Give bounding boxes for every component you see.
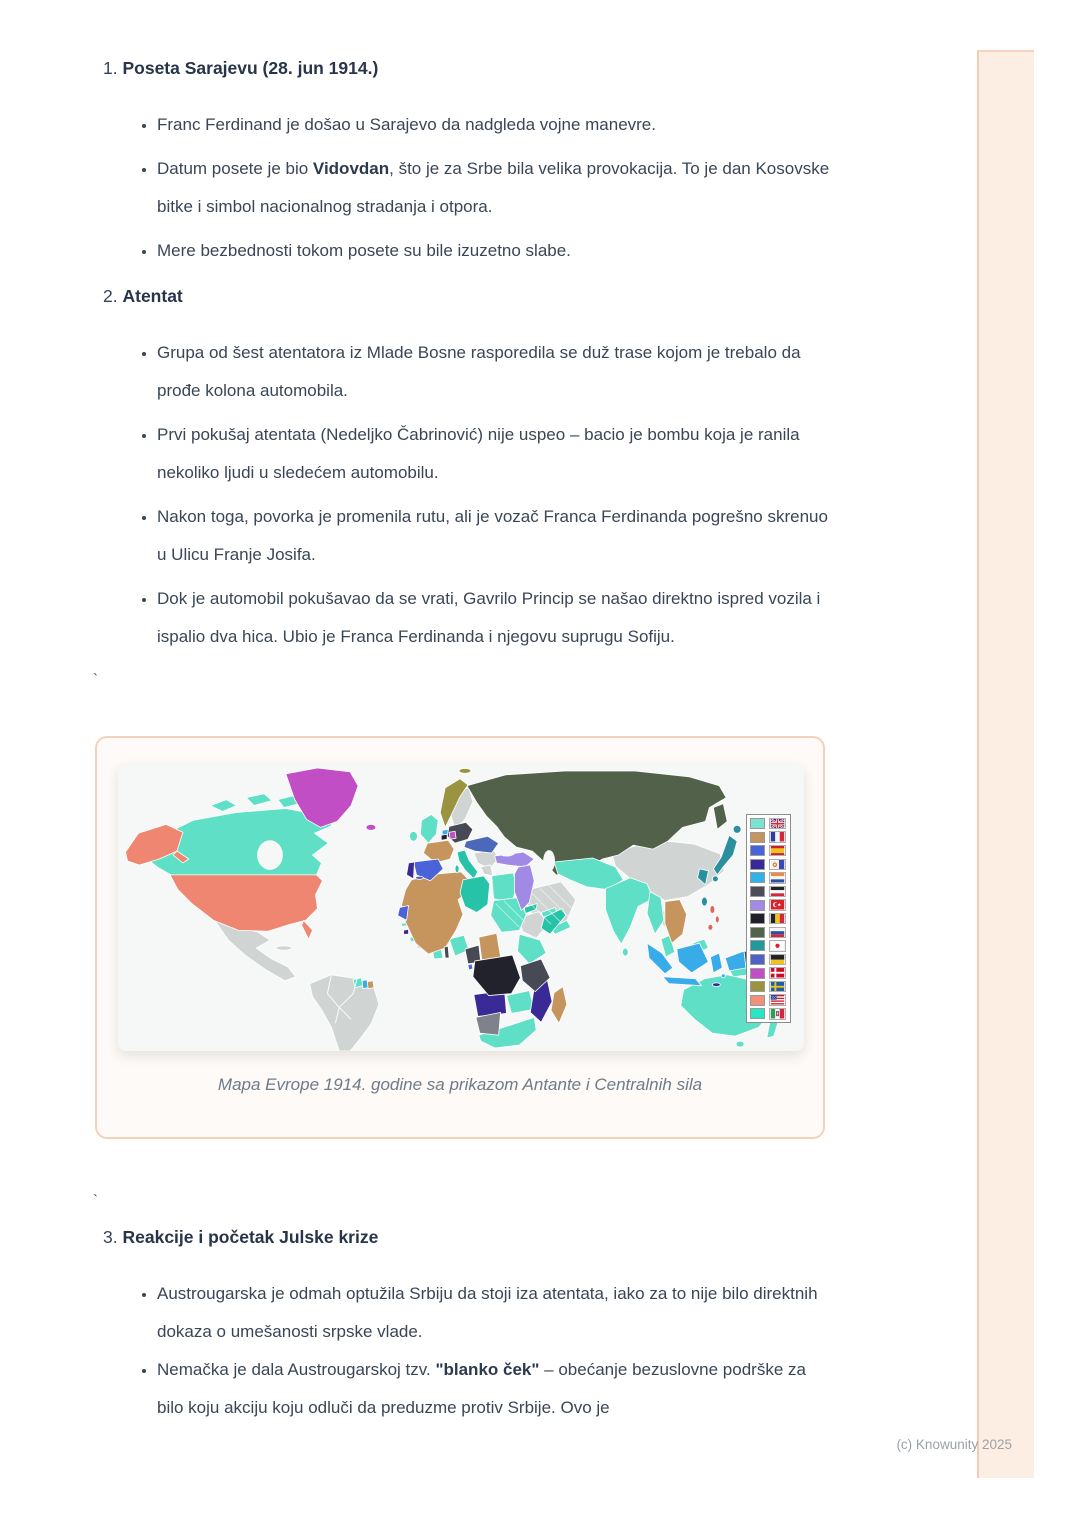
- legend-row: [750, 818, 787, 829]
- bullet-item: • Dok je automobil pokušavao da se vrati, Gavrilo Princip se našao direktno ispred vozila i ispalio dva hica. Ubio je Franca Ferdinanda i njegovu suprugu Sofiju.: [157, 580, 833, 656]
- bullet-item: • Mere bezbednosti tokom posete su bile izuzetno slabe.: [157, 232, 833, 270]
- bullet-item: • Franc Ferdinand je došao u Sarajevo da nadgleda vojne manevre.: [157, 106, 833, 144]
- legend-row: [750, 913, 787, 924]
- world-map-card: [118, 764, 804, 1051]
- legend-row: [750, 859, 787, 870]
- section-number: 3.: [103, 1227, 118, 1247]
- legend-row: [750, 900, 787, 911]
- legend-swatch: [750, 913, 765, 924]
- section-title: Poseta Sarajevu (28. jun 1914.): [122, 58, 379, 78]
- flag-portugal-icon: [769, 859, 786, 871]
- section-atentat: [103, 284, 843, 656]
- flag-united-kingdom-icon: [769, 818, 786, 830]
- bullet-list: [103, 334, 843, 656]
- legend-row: [750, 954, 787, 965]
- flag-italy-icon: [769, 1008, 786, 1020]
- legend-row: [750, 872, 787, 883]
- flag-germany-icon: [769, 886, 786, 898]
- legend-row: [750, 968, 787, 979]
- legend-swatch: [750, 886, 765, 897]
- regions-philippines: [708, 906, 719, 931]
- stray-backtick: `: [93, 1192, 98, 1209]
- map-figure: [95, 736, 825, 1139]
- flag-ottoman-icon: [769, 899, 786, 911]
- legend-row: [750, 927, 787, 938]
- flag-belgium-icon: [769, 913, 786, 925]
- legend-swatch: [750, 940, 765, 951]
- legend-swatch: [750, 927, 765, 938]
- flag-netherlands-icon: [769, 872, 786, 884]
- world-map-1914: [118, 764, 804, 1051]
- section-number: 1.: [103, 58, 118, 78]
- bullet-item: • Prvi pokušaj atentata (Nedeljko Čabrinović) nije uspeo – bacio je bombu koja je ranila nekoliko ljudi u sledećem automobilu.: [157, 416, 833, 492]
- legend-row: [750, 981, 787, 992]
- legend-swatch: [750, 954, 765, 965]
- legend-swatch: [750, 845, 765, 856]
- legend-swatch: [750, 968, 765, 979]
- section-heading: [103, 1225, 843, 1249]
- section-julska-kriza: [103, 1225, 843, 1427]
- legend-swatch: [750, 981, 765, 992]
- legend-row: [750, 832, 787, 843]
- bullet-list: [103, 1275, 843, 1427]
- flag-japan-icon: [769, 940, 786, 952]
- bullet-item: • Austrougarska je odmah optužila Srbiju da stoji iza atentata, iako za to nije bilo direktnih dokaza o umešanosti srpske vlade.: [157, 1275, 833, 1351]
- section-number: 2.: [103, 286, 118, 306]
- legend-row: [750, 845, 787, 856]
- flag-usa-icon: [769, 994, 786, 1006]
- map-legend: [746, 814, 791, 1023]
- flag-spain-icon: [769, 845, 786, 857]
- bullet-item: • Grupa od šest atentatora iz Mlade Bosne rasporedila se duž trase kojom je trebalo da prođe kolona automobila.: [157, 334, 833, 410]
- bullet-item: • Nemačka je dala Austrougarskoj tzv. "blanko ček" – obećanje bezuslovne podrške za bilo koju akciju koju odluči da preduzme protiv Srbije. Ovo je: [157, 1351, 833, 1427]
- notes-content: [93, 0, 843, 1427]
- stray-backtick: `: [93, 671, 98, 688]
- section-title: Reakcije i početak Julske krize: [122, 1227, 379, 1247]
- section-poseta-sarajevu: [103, 56, 843, 270]
- legend-swatch: [750, 872, 765, 883]
- section-heading: [103, 284, 843, 308]
- bullet-item: • Datum posete je bio Vidovdan, što je za Srbe bila velika provokacija. To je dan Kosovske bitke i simbol nacionalnog stradanja i otpora.: [157, 150, 833, 226]
- section-heading: [103, 56, 843, 80]
- legend-row: [750, 940, 787, 951]
- legend-swatch: [750, 1008, 765, 1019]
- legend-swatch: [750, 832, 765, 843]
- bullet-list: [103, 106, 843, 270]
- flag-russia-icon: [769, 927, 786, 939]
- section-title: Atentat: [122, 286, 183, 306]
- flag-austria-hungary-icon: [769, 954, 786, 966]
- legend-swatch: [750, 859, 765, 870]
- legend-swatch: [750, 900, 765, 911]
- legend-row: [750, 995, 787, 1006]
- legend-swatch: [750, 995, 765, 1006]
- legend-row: [750, 886, 787, 897]
- page-edge-stripe: [977, 50, 1034, 1478]
- legend-swatch: [750, 818, 765, 829]
- legend-row: [750, 1008, 787, 1019]
- map-caption: Mapa Evrope 1914. godine sa prikazom Antante i Centralnih sila: [217, 1075, 703, 1094]
- copyright-note: (c) Knowunity 2025: [896, 1437, 1012, 1452]
- flag-sweden-icon: [769, 981, 786, 993]
- flag-denmark-icon: [769, 967, 786, 979]
- bullet-item: • Nakon toga, povorka je promenila rutu, ali je vozač Franca Ferdinanda pogrešno skrenuo u Ulicu Franje Josifa.: [157, 498, 833, 574]
- regions-austria-hungary: [464, 836, 499, 853]
- flag-france-icon: [769, 831, 786, 843]
